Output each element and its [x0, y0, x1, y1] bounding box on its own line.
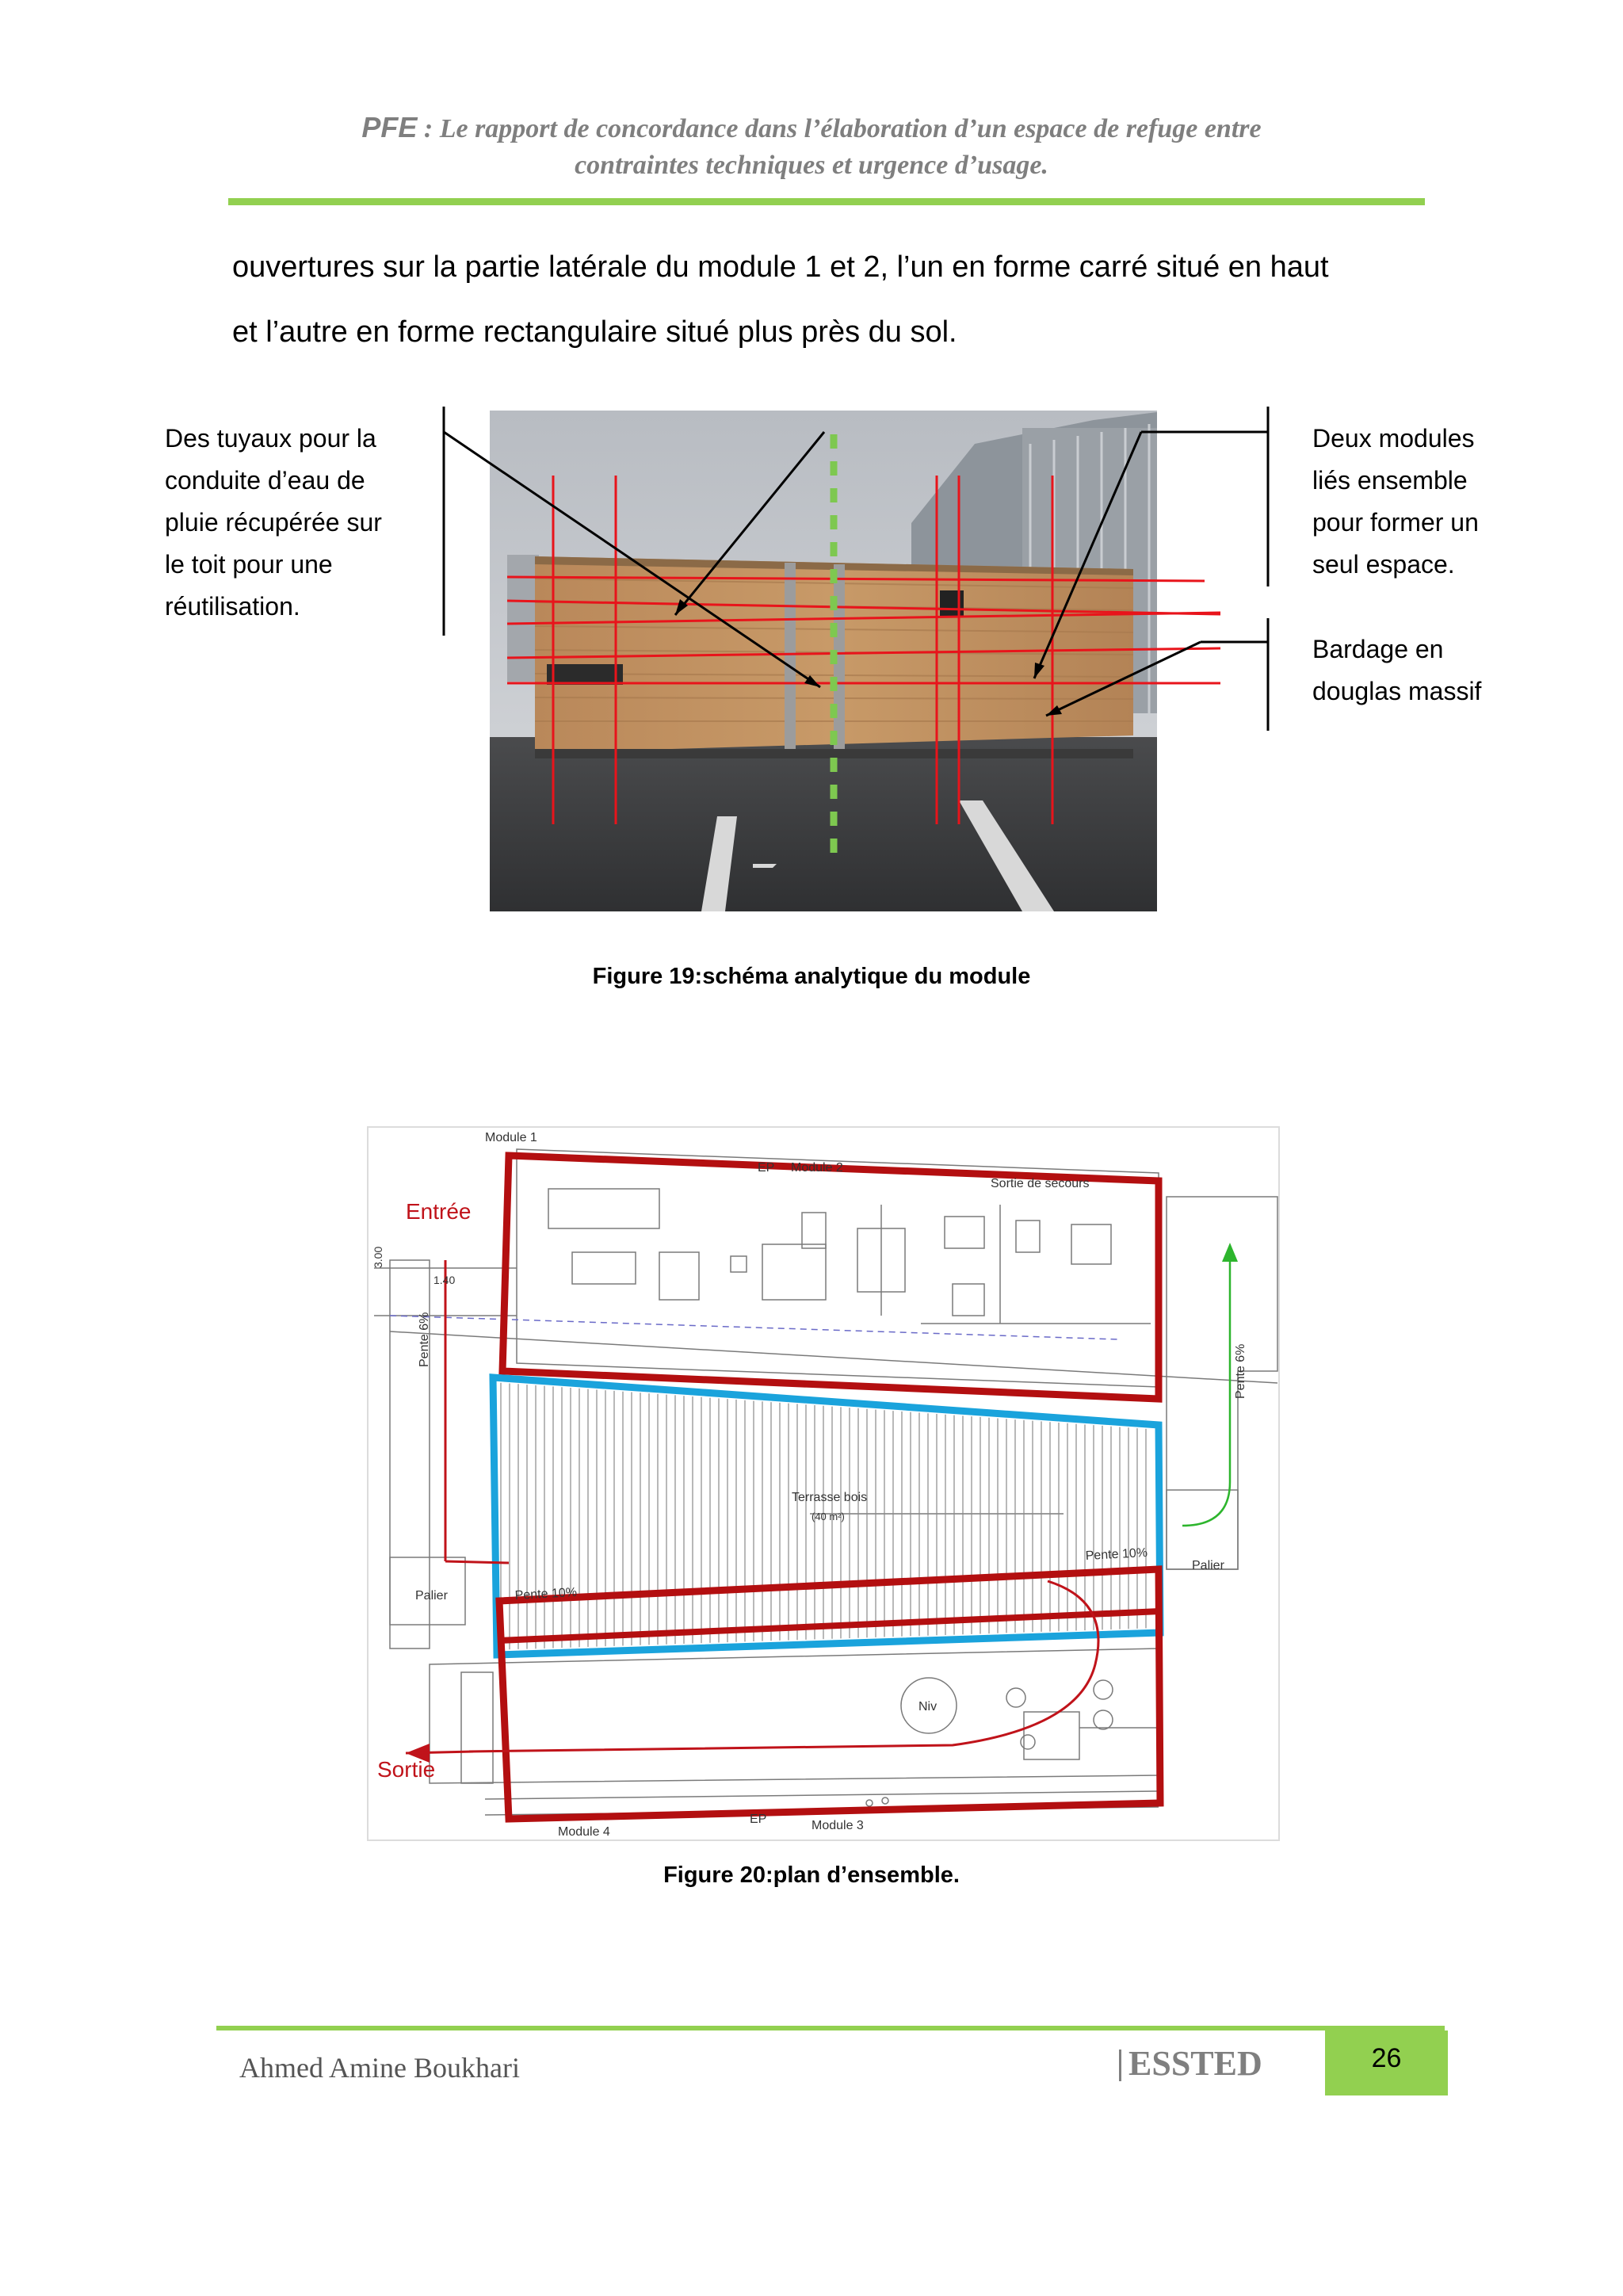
- figure20-plan: [366, 1125, 1285, 1847]
- header-pfe: PFE: [361, 111, 418, 143]
- annotation-right-line: liés ensemble: [1312, 466, 1468, 495]
- figure19-diagram: [0, 0, 1623, 951]
- module-photo: [490, 411, 1157, 911]
- label-module3: Module 3: [812, 1819, 864, 1832]
- label-sortie: Sortie: [377, 1757, 436, 1782]
- label-module4: Module 4: [558, 1825, 610, 1839]
- body-paragraph-line2: et l’autre en forme rectangulaire situé plus près du sol.: [232, 315, 957, 349]
- footer-author: Ahmed Amine Boukhari: [239, 2052, 520, 2084]
- annotation-right-line: pour former un: [1312, 508, 1479, 537]
- footer-separator: [1119, 2050, 1121, 2081]
- footer-divider: [216, 2026, 1445, 2030]
- label-module2: Module 2: [791, 1161, 843, 1175]
- body-paragraph-line1: ouvertures sur la partie latérale du module 1 et 2, l’un en forme carré situé en haut: [232, 250, 1329, 284]
- label-ep-top: EP: [758, 1161, 775, 1175]
- annotation-right-line: seul espace.: [1312, 550, 1455, 579]
- label-sortie-secours: Sortie de secours: [991, 1177, 1090, 1190]
- header-title-text: : Le rapport de concordance dans l’élaboration d’un espace de refuge entre: [417, 114, 1262, 143]
- label-entree: Entrée: [406, 1199, 472, 1224]
- footer-school: ESSTED: [1128, 2044, 1262, 2083]
- annotation-left-line: le toit pour une: [165, 550, 333, 579]
- label-dim-300: 3.00: [372, 1246, 384, 1268]
- figure19-caption: Figure 19:schéma analytique du module: [592, 964, 1031, 989]
- annotation-left-line: Des tuyaux pour la: [165, 424, 376, 453]
- annotation-right-line: douglas massif: [1312, 677, 1482, 705]
- label-module1: Module 1: [485, 1131, 537, 1144]
- label-terrasse: Terrasse bois: [792, 1491, 868, 1504]
- label-pente6-right: Pente 6%: [1234, 1343, 1247, 1399]
- label-ep-bottom: EP: [750, 1813, 767, 1826]
- label-terrasse-area: (40 m²): [812, 1511, 845, 1522]
- page-number: 26: [1371, 2043, 1402, 2073]
- label-pente10-right: Pente 10%: [1085, 1545, 1148, 1563]
- annotation-right-line: Deux modules: [1312, 424, 1475, 453]
- label-niv: Niv: [918, 1700, 938, 1713]
- label-pente6-left: Pente 6%: [418, 1312, 431, 1367]
- annotation-left-line: réutilisation.: [165, 592, 300, 621]
- figure20-caption: Figure 20:plan d’ensemble.: [663, 1862, 960, 1888]
- label-pente10-left: Pente 10%: [514, 1585, 578, 1603]
- label-palier-right: Palier: [1192, 1559, 1224, 1572]
- annotation-left-line: pluie récupérée sur: [165, 508, 382, 537]
- label-palier-left: Palier: [415, 1589, 448, 1603]
- header-title-line2: contraintes techniques et urgence d’usage.: [575, 151, 1048, 180]
- annotation-left-line: conduite d’eau de: [165, 466, 365, 495]
- label-dim-140: 1.40: [433, 1274, 456, 1286]
- annotation-right-line: Bardage en: [1312, 635, 1444, 663]
